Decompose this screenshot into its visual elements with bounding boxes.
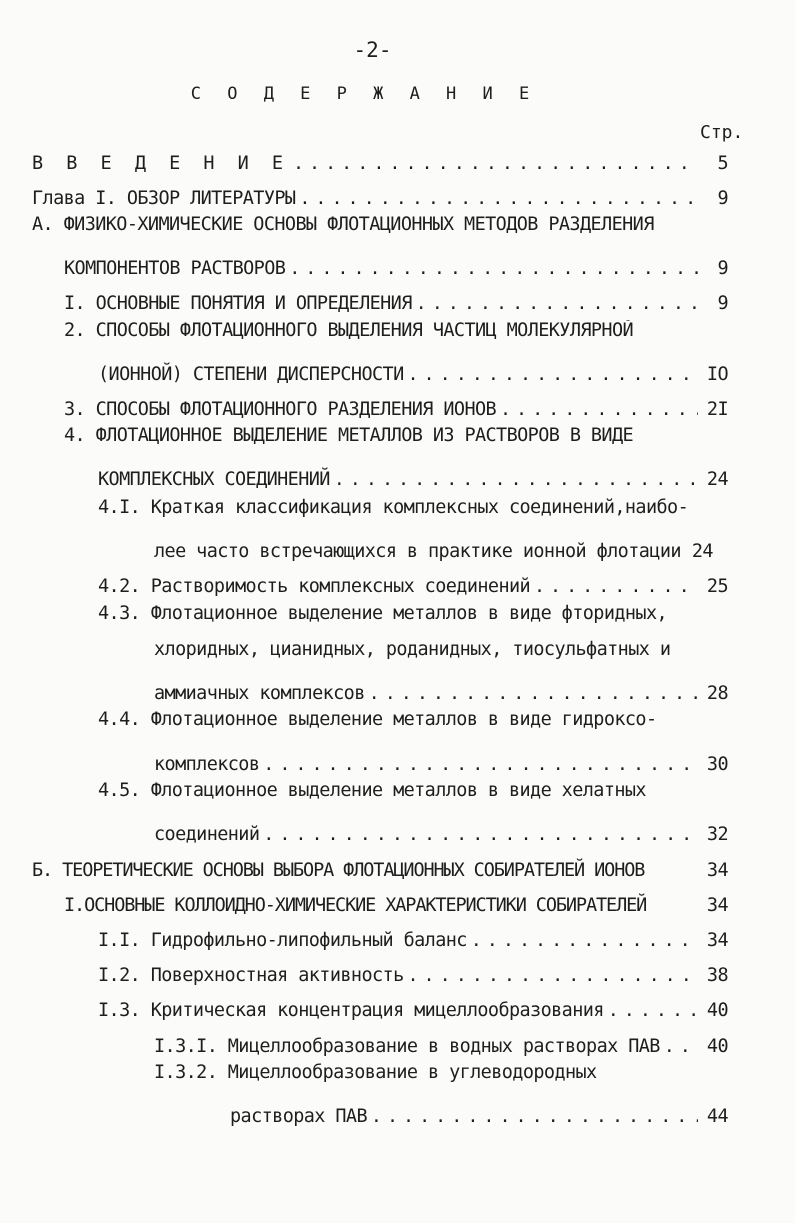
page-number: -2-: [353, 38, 392, 62]
toc-entry-section-a-continuation: [64, 249, 728, 279]
toc-entry-text: А. ФИЗИКО-ХИМИЧЕСКИЕ ОСНОВЫ ФЛОТАЦИОННЫХ МЕТОДОВ РАЗДЕЛЕНИЯ: [32, 214, 654, 235]
toc-entry-page: IO: [706, 364, 728, 385]
toc-entry-4-5-continuation: [154, 815, 728, 845]
toc-entry-page: 24: [706, 469, 728, 490]
toc-entry-page: 2I: [706, 399, 728, 420]
toc-entry-page: 40: [706, 1036, 728, 1057]
toc-entry-text: лее часто встречающихся в практике ионной флотации: [154, 541, 681, 562]
leader-dots: [471, 929, 698, 951]
toc-entry-page: 5: [717, 153, 728, 174]
toc-entry-4-3-continuation-2: [154, 674, 728, 704]
leader-dots: [500, 398, 698, 420]
toc-entry-a-2-continuation: [98, 355, 728, 385]
toc-entry-text: I.3. Критическая концентрация мицеллообразования: [98, 1000, 604, 1021]
leader-dots: [408, 964, 698, 986]
toc-entry-page: 38: [706, 965, 728, 986]
leader-dots: [371, 1105, 698, 1127]
toc-entry-page: 24: [691, 541, 713, 562]
toc-entry-4-2: [98, 567, 728, 597]
toc-entry-text: растворах ПАВ: [230, 1106, 367, 1127]
toc-entry-section-b: [32, 851, 728, 881]
leader-dots: [263, 753, 698, 775]
toc-entry-4-4-continuation: [154, 745, 728, 775]
toc-entry-text: 2. СПОСОБЫ ФЛОТАЦИОННОГО ВЫДЕЛЕНИЯ ЧАСТИЦ МОЛЕКУЛЯРНОЙ: [64, 320, 634, 341]
leader-dots: [534, 575, 698, 597]
leader-dots: [289, 257, 698, 279]
toc-entry-text: 4. ФЛОТАЦИОННОЕ ВЫДЕЛЕНИЕ МЕТАЛЛОВ ИЗ РАСТВОРОВ В ВИДЕ: [64, 425, 634, 446]
toc-entry-page: 28: [706, 683, 728, 704]
toc-entry-text: 4.2. Растворимость комплексных соединений: [98, 576, 531, 597]
toc-entry-page: 32: [706, 824, 728, 845]
toc-entry-4-3-continuation-1: [154, 639, 728, 669]
toc-entry-page: 25: [706, 576, 728, 597]
toc-entry-text: I.3.2. Мицеллообразование в углеводородных: [154, 1062, 597, 1083]
toc-entry-a-4-continuation: [98, 460, 728, 490]
toc-entry-text: комплексов: [154, 754, 260, 775]
toc-entry-text: 4.4. Флотационное выделение металлов в виде гидроксо-: [98, 709, 657, 730]
toc-entry-4-3: [98, 603, 728, 633]
toc-entry-text: В В Е Д Е Н И Е: [32, 153, 290, 174]
toc-entry-page: 9: [717, 188, 728, 209]
leader-dots: [664, 1035, 698, 1057]
toc-entry-text: I.ОСНОВНЫЕ КОЛЛОИДНО-ХИМИЧЕСКИЕ ХАРАКТЕРИСТИКИ СОБИРАТЕЛЕЙ: [64, 895, 647, 916]
toc-entry-1-3-1: [154, 1027, 728, 1057]
leader-dots: [334, 468, 698, 490]
toc-entry-1-2: [98, 956, 728, 986]
toc-entry-a-2: [64, 320, 728, 350]
toc-entry-4-1: [98, 497, 728, 527]
toc-entry-text: Глава I. ОБЗОР ЛИТЕРАТУРЫ: [32, 188, 296, 209]
toc-entry-section-a: [32, 214, 728, 244]
toc-entry-text: I.3.I. Мицеллообразование в водных растворах ПАВ: [154, 1036, 660, 1057]
toc-entry-text: 3. СПОСОБЫ ФЛОТАЦИОННОГО РАЗДЕЛЕНИЯ ИОНОВ: [64, 399, 497, 420]
toc-entry-text: I. ОСНОВНЫЕ ПОНЯТИЯ И ОПРЕДЕЛЕНИЯ: [64, 293, 412, 314]
toc-entry-text: 4.5. Флотационное выделение металлов в виде хелатных: [98, 780, 646, 801]
toc-entry-page: 40: [706, 1000, 728, 1021]
toc-entry-text: хлоридных, цианидных, роданидных, тиосульфатных и: [154, 639, 671, 660]
document-title: С О Д Е Р Ж А Н И Е: [190, 84, 538, 104]
toc-entry-page: 34: [706, 860, 728, 881]
toc-entry-text: I.2. Поверхностная активность: [98, 965, 404, 986]
leader-dots: [263, 823, 698, 845]
toc-entry-chapter-1: [32, 179, 728, 209]
toc-entry-1-3-2-continuation: [230, 1097, 728, 1127]
toc-entry-page: 9: [717, 293, 728, 314]
toc-entry-4-1-continuation: [154, 532, 728, 562]
leader-dots: [608, 999, 698, 1021]
toc-entry-page: 34: [706, 895, 728, 916]
toc-entry-b-1: [64, 886, 728, 916]
toc-entry-page: 44: [706, 1106, 728, 1127]
toc-entry-introduction: [32, 144, 728, 174]
toc-entry-1-1: [98, 921, 728, 951]
toc-entry-text: КОМПОНЕНТОВ РАСТВОРОВ: [64, 258, 286, 279]
toc-entry-a-1: [64, 284, 728, 314]
toc-entry-text: 4.I. Краткая классификация комплексных соединений,наибо-: [98, 497, 689, 518]
leader-dots: [299, 187, 698, 209]
toc-entry-4-5: [98, 780, 728, 810]
toc-entry-text: 4.3. Флотационное выделение металлов в виде фторидных,: [98, 603, 668, 624]
toc-entry-text: Б. ТЕОРЕТИЧЕСКИЕ ОСНОВЫ ВЫБОРА ФЛОТАЦИОННЫХ СОБИРАТЕЛЕЙ ИОНОВ: [32, 860, 645, 881]
toc-entry-text: соединений: [154, 824, 260, 845]
toc-entry-a-4: [64, 425, 728, 455]
page-column-label: Стр.: [700, 122, 744, 143]
leader-dots: [416, 292, 698, 314]
toc-entry-text: (ИОННОЙ) СТЕПЕНИ ДИСПЕРСНОСТИ: [98, 364, 404, 385]
toc-entry-1-3-2: [154, 1062, 728, 1092]
toc-entry-page: 30: [706, 754, 728, 775]
toc-entry-a-3: [64, 390, 728, 420]
leader-dots: [408, 363, 698, 385]
toc-entry-4-4: [98, 709, 728, 739]
leader-dots: [369, 682, 698, 704]
toc-entry-page: 9: [717, 258, 728, 279]
toc-entry-text: аммиачных комплексов: [154, 683, 365, 704]
toc-entry-page: 34: [706, 930, 728, 951]
toc-entry-text: I.I. Гидрофильно-липофильный баланс: [98, 930, 467, 951]
toc-entry-1-3: [98, 991, 728, 1021]
leader-dots: [293, 152, 698, 174]
toc-entry-text: КОМПЛЕКСНЫХ СОЕДИНЕНИЙ: [98, 469, 330, 490]
